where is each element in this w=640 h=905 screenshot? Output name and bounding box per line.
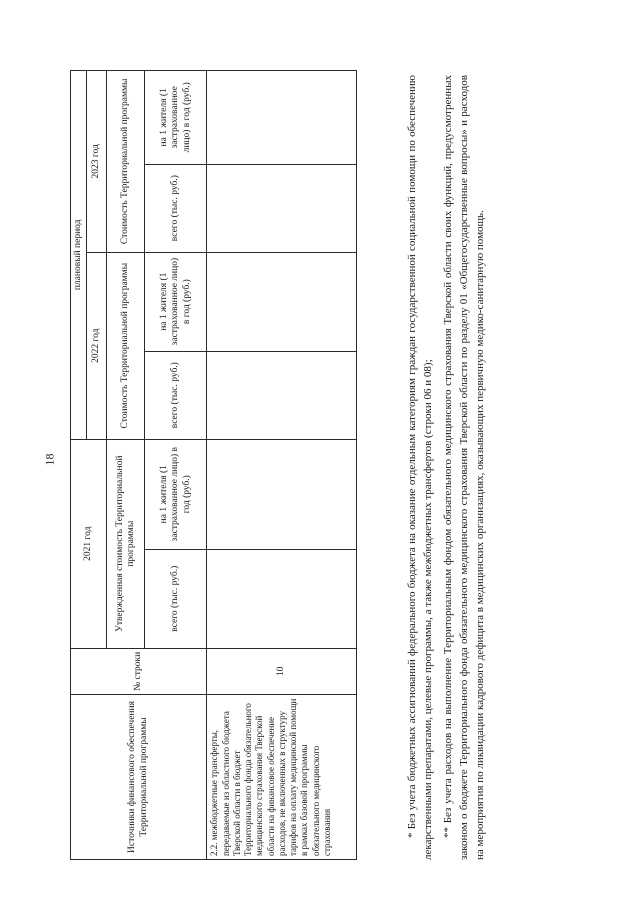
rotated-page-content: [70, 60, 640, 860]
financing-table: [70, 70, 357, 860]
cell-empty: [207, 164, 357, 252]
cell-empty: [207, 549, 357, 648]
header-year-2022: 2022 год: [87, 252, 107, 439]
row-number: 10: [207, 648, 357, 694]
cell-empty: [207, 439, 357, 549]
header-total-2022: всего (тыс. руб.): [145, 351, 207, 439]
header-cost-2022: Стоимость Территориальной программы: [107, 252, 145, 439]
header-row-number: № строки: [71, 648, 207, 694]
header-per-resident-2023: на 1 жителя (1 застрахованное лицо) в год (руб.): [145, 71, 207, 165]
header-per-resident-2021: на 1 жителя (1 застрахованное лицо) в год (руб.): [145, 439, 207, 549]
footnote-1: * Без учета бюджетных ассигнований федерального бюджета на оказание отдельным категориям граждан государственной социальной помощи по обеспечению лекарственными препаратами, целевые программы, а также межбюджетных трансфертов (строки 06 и 08);: [406, 75, 434, 860]
header-approved-cost: Утвержденная стоимость Территориальной программы: [107, 439, 145, 648]
header-total-2021: всего (тыс. руб.): [145, 549, 207, 648]
header-cost-2023: Стоимость Территориальной программы: [107, 71, 145, 253]
header-year-2021: 2021 год: [71, 439, 107, 648]
row-label: 2.2. межбюджетные трансферты, передаваемые из областного бюджета Тверской области в бюджет Территориального фонда обязательного медицинского страхования Тверской области на финансовое обеспечение расходов, не включенных в структуру тарифов на оплату медицинской помощи в рамках базовой программы обязательного медицинского страхования: [207, 694, 357, 859]
footnotes: [405, 75, 493, 860]
cell-empty: [207, 71, 357, 165]
header-planned-period: плановый период: [71, 71, 87, 440]
header-per-resident-2022: на 1 жителя (1 застрахованное лицо) в год (руб.): [145, 252, 207, 351]
header-source: Источники финансового обеспечения Территориальной программы: [71, 694, 207, 859]
cell-empty: [207, 351, 357, 439]
header-year-2023: 2023 год: [87, 71, 107, 253]
page-number: 18: [42, 453, 57, 466]
cell-empty: [207, 252, 357, 351]
header-total-2023: всего (тыс. руб.): [145, 164, 207, 252]
footnote-2: ** Без учета расходов на выполнение Территориальным фондом обязательного медицинского страхования Тверской области своих функций, предусмотренных законом о бюджете Территориального фонда обязательного медицинского страхования Тверской области по разделу 01 «Общегосударственные вопросы» и расходов на мероприятия по ликвидации кадрового дефицита в медицинских организациях, оказывающих первичную медико-санитарную помощь.: [441, 75, 486, 860]
